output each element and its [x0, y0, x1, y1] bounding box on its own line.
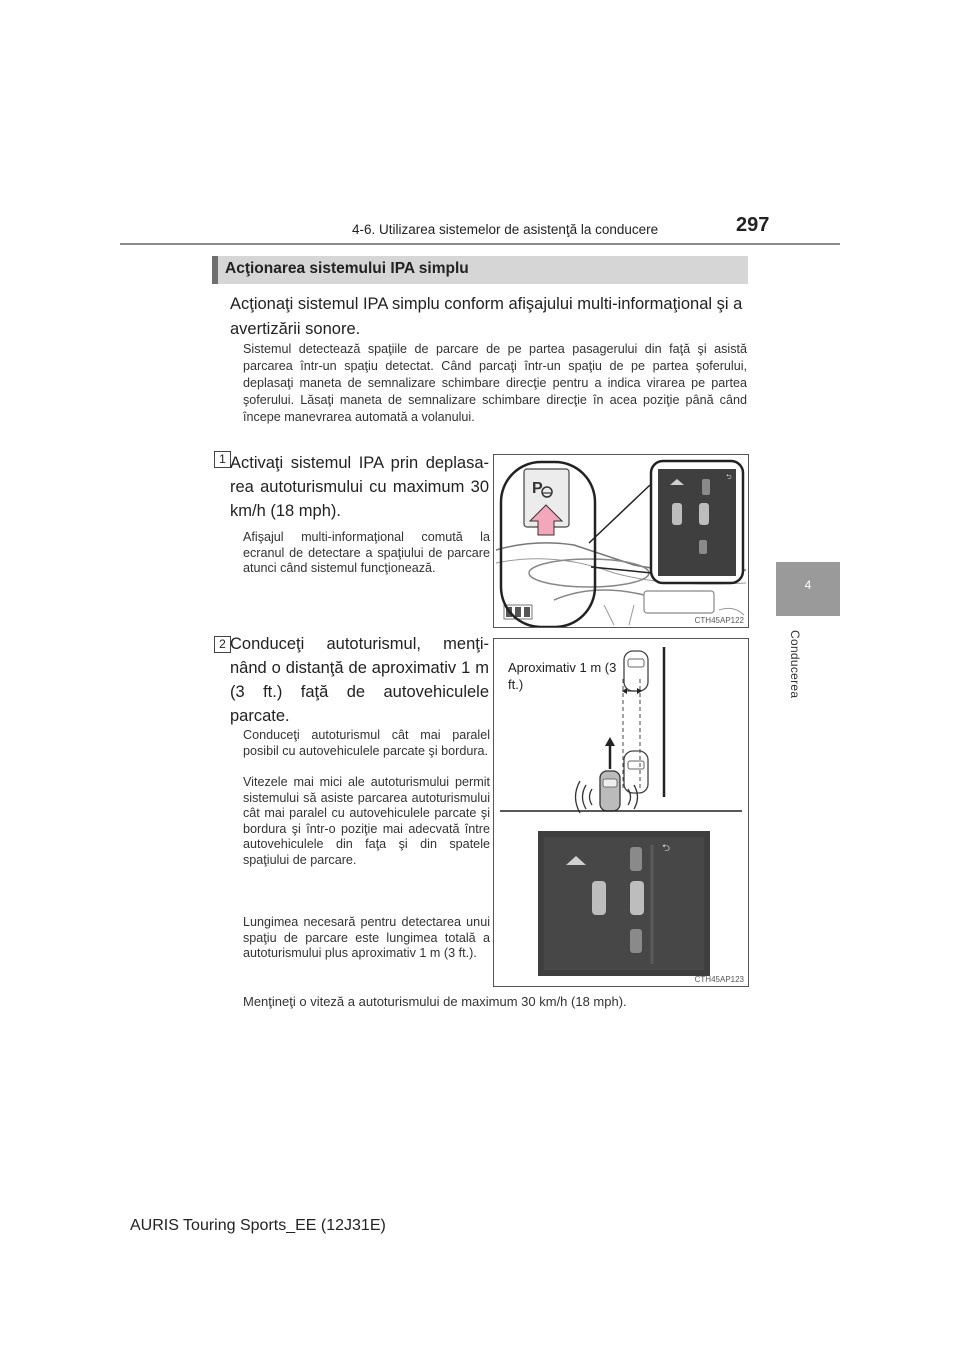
footer-model: AURIS Touring Sports_EE (12J31E) [130, 1217, 386, 1234]
distance-label: Aproximativ 1 m (3 ft.) [508, 660, 617, 692]
svg-text:⮌: ⮌ [726, 474, 732, 481]
figure-parking-distance [493, 638, 749, 987]
step-1-badge: 1 [214, 451, 231, 468]
header-rule [120, 243, 840, 245]
step-1-detail: Afişajul multi-informaţional comută la ecranul de detectare a spaţiului de parcare atunci când sistemul funcţionează. [243, 530, 490, 575]
figure-ipa-switch [493, 454, 749, 628]
svg-text:⮌: ⮌ [662, 843, 671, 854]
step-2-text: Conduceţi autoturismul, menţi-nând o distanţă de aproximativ 1 m (3 ft.) faţă de autovehiculele parcate. [230, 635, 489, 725]
svg-text:P: P [532, 480, 543, 497]
ipa-switch-illustration [494, 455, 748, 627]
step-2-detail-3: Lungimea necesară pentru detectarea unui spaţiu de parcare este lungimea totală a autoturismului plus aproximativ 1 m (3 ft.). [243, 915, 490, 960]
figure-1-code: CTH45AP122 [694, 616, 744, 625]
page-number: 297 [736, 214, 770, 236]
section-title: Acţionarea sistemului IPA simplu [225, 260, 469, 277]
step-1-text: Activaţi sistemul IPA prin deplasa-rea autoturismului cu maximum 30 km/h (18 mph). [230, 454, 489, 520]
section-note: Sistemul detectează spaţiile de parcare de pe partea pasagerului din faţă şi asistă parcarea într-un spaţiu detectat. Când parcaţi într-un spaţiu de pe partea şoferului, deplasaţi maneta de semnalizare schimbare direcţie pentru a indica virarea pe partea şoferului. Lăsaţi maneta de semnalizare schimbare direcţie în acea poziţie până când începe manevrarea automată a volanului. [243, 342, 747, 424]
section-intro: Acţionaţi sistemul IPA simplu conform afişajului multi-informaţional şi a avertizării sonore. [230, 295, 743, 338]
running-header-section: 4-6. Utilizarea sistemelor de asistenţă la conducere [352, 222, 659, 237]
chapter-tab-number: 4 [804, 578, 812, 592]
step-2-closing: Menţineţi o viteză a autoturismului de maximum 30 km/h (18 mph). [243, 994, 627, 1009]
figure-2-code: CTH45AP123 [694, 975, 744, 984]
step-2-detail-2: Vitezele mai mici ale autoturismului permit sistemului să asiste parcarea autoturismului cât mai paralel cu autovehiculele parcate şi bordura şi într-o poziţie mai adecvată între autovehiculele din faţa şi din spatele spaţiului de parcare. [243, 775, 490, 867]
step-2-badge: 2 [214, 636, 231, 653]
step-2-detail-1: Conduceţi autoturismul cât mai paralel posibil cu autovehiculele parcate şi bordura. [243, 728, 490, 758]
chapter-tab-label: Conducerea [788, 630, 802, 699]
